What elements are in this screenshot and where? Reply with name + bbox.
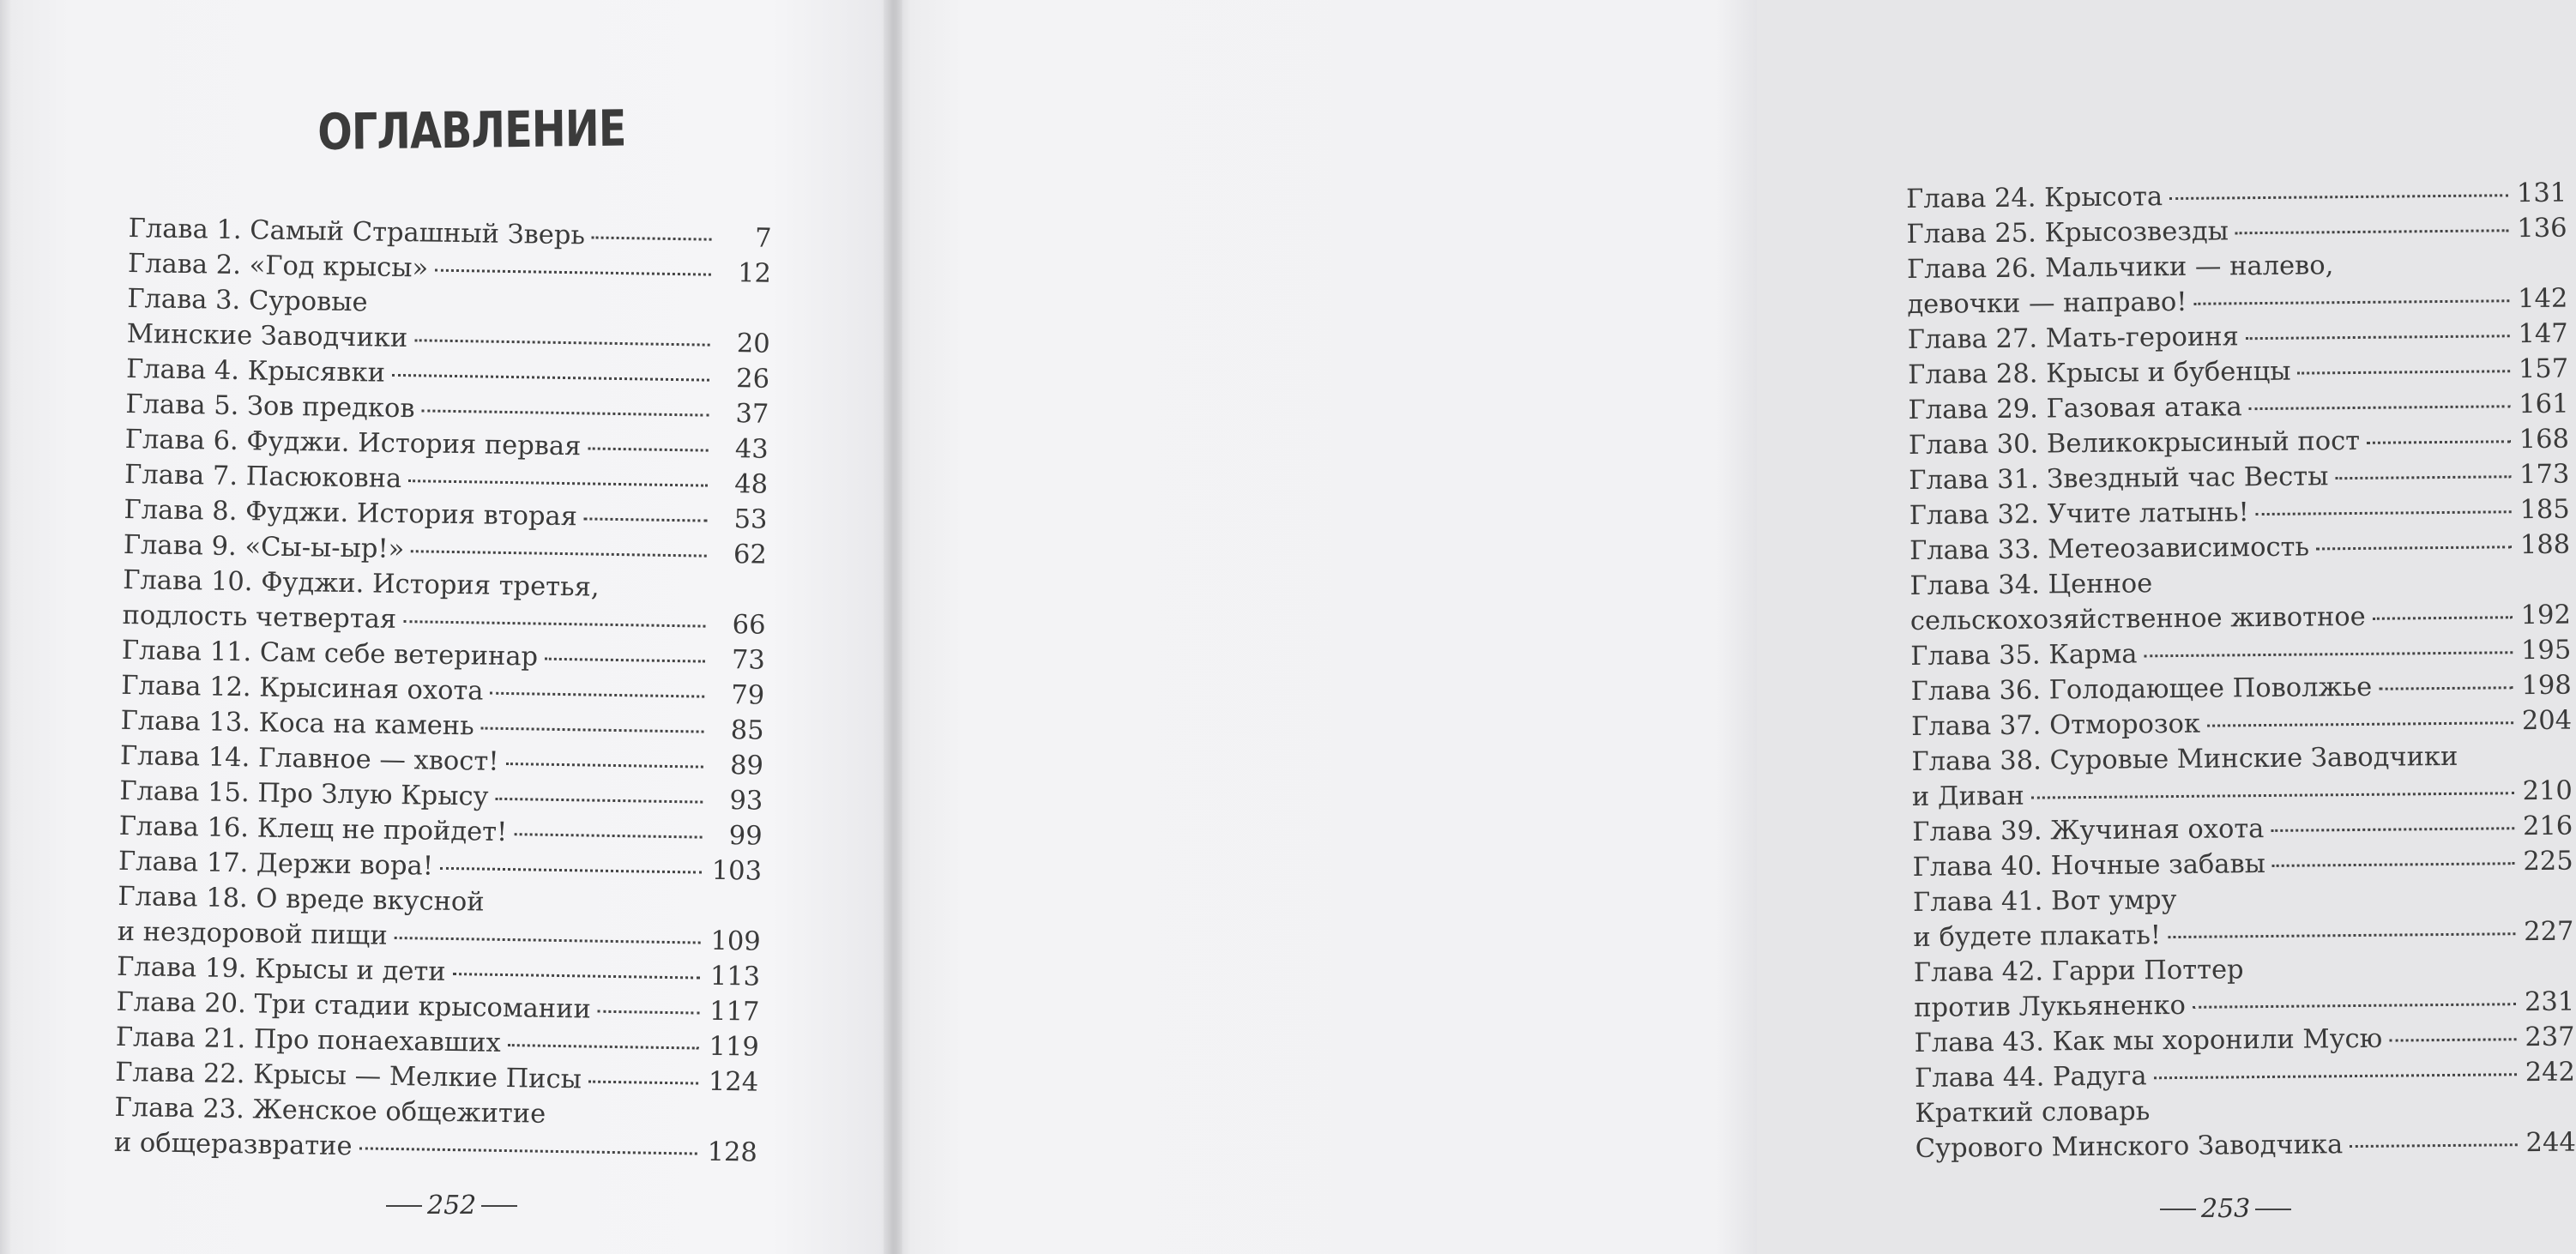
toc-page-number: 142 (2517, 283, 2568, 315)
toc-entry-text: подлость четвертая (122, 600, 397, 635)
toc-entry-text: Глава 16. Клещ не пройдет! (118, 811, 508, 848)
toc-entry-text: Глава 14. Главное — хвост! (119, 740, 499, 777)
toc-entry-text: Глава 31. Звездный час Весты (1909, 461, 2329, 496)
toc-entry-line (1915, 1125, 2576, 1167)
toc-page-number: 79 (731, 680, 765, 711)
dot-leader (2194, 299, 2510, 305)
page-number-left (381, 1191, 522, 1221)
toc-entry-text: Глава 40. Ночные забавы (1912, 849, 2266, 883)
toc-entry-text: Глава 29. Газовая атака (1908, 392, 2242, 425)
toc-entry-text: Глава 35. Карма (1910, 639, 2138, 672)
toc-entry-text: Глава 33. Метеозависимость (1909, 532, 2310, 566)
toc-entry-text: Глава 30. Великокрысиный пост (1908, 425, 2361, 461)
toc-entry (1914, 950, 2575, 1026)
dot-leader (2350, 1143, 2517, 1148)
toc-page-number: 7 (754, 223, 772, 254)
toc-entry-text: Глава 25. Крысозвезды (1906, 216, 2229, 250)
toc-entry-text: Глава 6. Фуджи. История первая (124, 424, 582, 462)
dot-leader (440, 867, 702, 874)
toc-entry-text: Глава 2. «Год крысы» (127, 248, 429, 284)
toc-entry-text: Глава 4. Крысявки (125, 353, 386, 389)
dot-leader (2145, 651, 2513, 657)
dot-leader (2154, 1073, 2517, 1079)
toc-entry-text: Глава 3. Суровые (127, 283, 368, 318)
dot-leader (505, 763, 703, 769)
dot-leader (2373, 616, 2513, 620)
toc-entry (1907, 246, 2568, 323)
toc-page-number: 73 (731, 645, 766, 676)
toc-entry-text: Глава 21. Про понаехавших (115, 1022, 501, 1058)
toc-page-number: 231 (2524, 986, 2575, 1018)
toc-entry-text: Глава 28. Крысы и бубенцы (1907, 356, 2291, 390)
toc-entry (1913, 879, 2574, 956)
dot-leader (408, 479, 708, 486)
toc-page-number: 157 (2518, 353, 2569, 385)
dot-leader (2367, 440, 2511, 444)
toc-entry (122, 563, 775, 643)
toc-page-number: 128 (707, 1136, 758, 1168)
folio-dash (386, 1205, 422, 1207)
toc-page-number: 124 (708, 1066, 759, 1098)
dot-leader (2389, 1038, 2516, 1041)
toc-entry-text: и будете плакать! (1913, 920, 2162, 953)
toc-page-number: 109 (710, 925, 761, 957)
toc-entry-text: Глава 23. Женское общежитие (114, 1092, 546, 1130)
dot-leader (395, 937, 701, 944)
toc-page-number: 119 (709, 1031, 760, 1063)
toc-page-number: 216 (2522, 811, 2573, 842)
toc-entry (1909, 563, 2571, 639)
toc-page-number: 93 (729, 786, 763, 817)
dot-leader (2379, 686, 2513, 690)
toc-entry-text: Глава 37. Отморозок (1910, 708, 2201, 742)
dot-leader (495, 798, 703, 804)
toc-page-number: 66 (732, 610, 766, 641)
dot-leader (2316, 546, 2512, 550)
dot-leader (411, 550, 707, 557)
toc-page-number: 62 (733, 540, 768, 570)
dot-leader (2272, 862, 2515, 867)
toc-page-number: 225 (2523, 846, 2573, 877)
toc-page-number: 48 (733, 469, 769, 500)
dot-leader (414, 339, 710, 346)
toc-entry-text: Глава 5. Зов предков (125, 389, 415, 425)
toc-page-number: 43 (734, 434, 769, 465)
toc-page-number: 131 (2516, 178, 2567, 209)
dot-leader (453, 973, 700, 980)
folio-dash (481, 1205, 517, 1207)
dot-leader (2193, 1003, 2516, 1009)
toc-entry-text: Глава 12. Крысиная охота (121, 670, 484, 707)
toc-page-number: 204 (2521, 705, 2573, 737)
dot-leader (598, 1010, 700, 1015)
toc-entry-text: Глава 19. Крысы и дети (116, 951, 446, 987)
toc-entry-text: Глава 18. О вреде вкусной (118, 881, 485, 918)
toc-page-number: 192 (2520, 600, 2572, 631)
dot-leader (2256, 510, 2512, 515)
page-title: ОГЛАВЛЕНИЕ (317, 99, 626, 161)
toc-entry-text: Глава 15. Про Злую Крысу (119, 775, 489, 812)
toc-page-number: 12 (737, 258, 772, 289)
right-page (892, 0, 2576, 1254)
left-page (0, 0, 892, 1254)
toc-entry-text: и общеразвратие (113, 1127, 353, 1162)
toc-page-number: 113 (709, 961, 761, 992)
toc-entry-text: и Диван (1911, 781, 2024, 812)
toc-entry (114, 1090, 767, 1171)
dot-leader (2298, 370, 2510, 374)
toc-entry-text: Глава 7. Пасюковна (124, 459, 402, 495)
toc-entry-text: Глава 32. Учите латынь! (1909, 497, 2249, 531)
dot-leader (514, 833, 702, 838)
toc-page-number: 26 (735, 364, 770, 395)
toc-page-number: 242 (2525, 1057, 2576, 1088)
toc-entry-text: и нездоровой пищи (117, 916, 389, 951)
dot-leader (392, 374, 709, 382)
dot-leader (2169, 194, 2508, 200)
dot-leader (2168, 932, 2515, 938)
toc-entry-text: Глава 9. «Сы-ы-ыр!» (123, 529, 405, 565)
toc-entry-text: Глава 43. Как мы хоронили Мусю (1914, 1023, 2383, 1058)
toc-page-number: 89 (729, 751, 764, 781)
folio-number: 252 (427, 1191, 477, 1221)
toc-entry-text: Глава 11. Сам себе ветеринар (121, 635, 539, 672)
toc-page-number: 85 (730, 715, 764, 746)
toc-page-number: 147 (2518, 318, 2568, 350)
dot-leader (545, 658, 705, 663)
folio-dash (2255, 1209, 2291, 1210)
toc-entry-text: Глава 8. Фуджи. История вторая (124, 494, 578, 533)
dot-leader (2335, 475, 2511, 479)
toc-entry (1911, 739, 2573, 815)
toc-page-number: 99 (728, 821, 763, 852)
toc-page-number: 210 (2522, 775, 2573, 807)
dot-leader (2207, 721, 2513, 726)
toc-entry-text: сельскохозяйственное животное (1909, 601, 2366, 636)
dot-leader (490, 692, 704, 698)
toc-entry-text: Минские Заводчики (126, 318, 408, 354)
toc-page-number: 195 (2520, 635, 2572, 666)
toc-page-number: 103 (711, 855, 763, 887)
folio-number: 253 (2201, 1194, 2251, 1224)
toc-entry-text: Глава 10. Фуджи. История третья, (122, 564, 600, 603)
toc-entry-text: Краткий словарь (1915, 1096, 2151, 1129)
toc-entry-text: Глава 26. Мальчики — налево, (1906, 250, 2334, 285)
toc-entry-text: Глава 17. Держи вора! (118, 846, 434, 882)
dot-leader (2246, 335, 2510, 340)
toc-entry-text: Глава 34. Ценное (1909, 569, 2153, 601)
toc-entry-text: Глава 22. Крысы — Мелкие Писы (114, 1057, 582, 1095)
toc-page-number: 237 (2525, 1022, 2575, 1053)
toc-page-number: 168 (2519, 424, 2570, 455)
toc-entry-text: Глава 42. Гарри Поттер (1913, 955, 2244, 988)
dot-leader (421, 409, 709, 416)
toc-page-number: 198 (2521, 670, 2572, 702)
toc-entry-text: Глава 27. Мать-героиня (1907, 322, 2239, 355)
toc-entry (117, 879, 769, 960)
toc-entry-text: Глава 20. Три стадии крысомании (116, 986, 592, 1025)
toc-entry-text: девочки — направо! (1907, 286, 2187, 320)
toc-page-number: 117 (709, 996, 760, 1028)
dot-leader (481, 727, 704, 733)
toc-entry-text: Глава 13. Коса на камень (120, 705, 474, 742)
folio-dash (2160, 1209, 2196, 1210)
toc-page-number: 161 (2519, 389, 2569, 420)
dot-leader (2235, 229, 2508, 234)
dot-leader (2031, 792, 2514, 799)
toc-page-number: 20 (736, 329, 770, 359)
toc-page-number: 188 (2519, 529, 2571, 561)
toc-list-right (1906, 176, 2576, 1167)
toc-page-number: 136 (2517, 213, 2567, 244)
toc-entry (1915, 1090, 2576, 1167)
toc-page-number: 37 (735, 399, 769, 430)
toc-entry-text: против Лукьяненко (1914, 990, 2187, 1023)
dot-leader (359, 1147, 697, 1155)
toc-entry-text: Глава 39. Жучиная охота (1912, 814, 2265, 847)
toc-page-number: 173 (2519, 459, 2570, 491)
toc-page-number: 244 (2525, 1127, 2576, 1159)
toc-page-number: 185 (2519, 494, 2570, 526)
dot-leader (2271, 827, 2514, 832)
dot-leader (508, 1044, 699, 1050)
page-number-right (2155, 1194, 2296, 1224)
toc-entry-text: Глава 36. Голодающее Поволжье (1910, 672, 2373, 707)
dot-leader (588, 1081, 698, 1085)
toc-page-number: 227 (2524, 916, 2574, 948)
dot-leader (2249, 405, 2511, 410)
toc-entry-text: Глава 44. Радуга (1914, 1061, 2147, 1094)
toc-list-left (114, 211, 781, 1171)
dot-leader (435, 269, 711, 276)
toc-entry-text: Глава 1. Самый Страшный Зверь (128, 213, 586, 251)
dot-leader (592, 236, 712, 240)
dot-leader (588, 447, 708, 451)
dot-leader (403, 620, 705, 628)
toc-entry-text: Глава 41. Вот умру (1912, 885, 2177, 918)
toc-entry-text: Сурового Минского Заводчика (1915, 1130, 2344, 1164)
toc-entry-text: Глава 24. Крысота (1906, 182, 2163, 214)
toc-entry (126, 281, 779, 362)
dot-leader (584, 517, 708, 521)
toc-entry-text: Глава 38. Суровые Минские Заводчики (1911, 741, 2458, 777)
toc-page-number: 53 (733, 504, 768, 535)
